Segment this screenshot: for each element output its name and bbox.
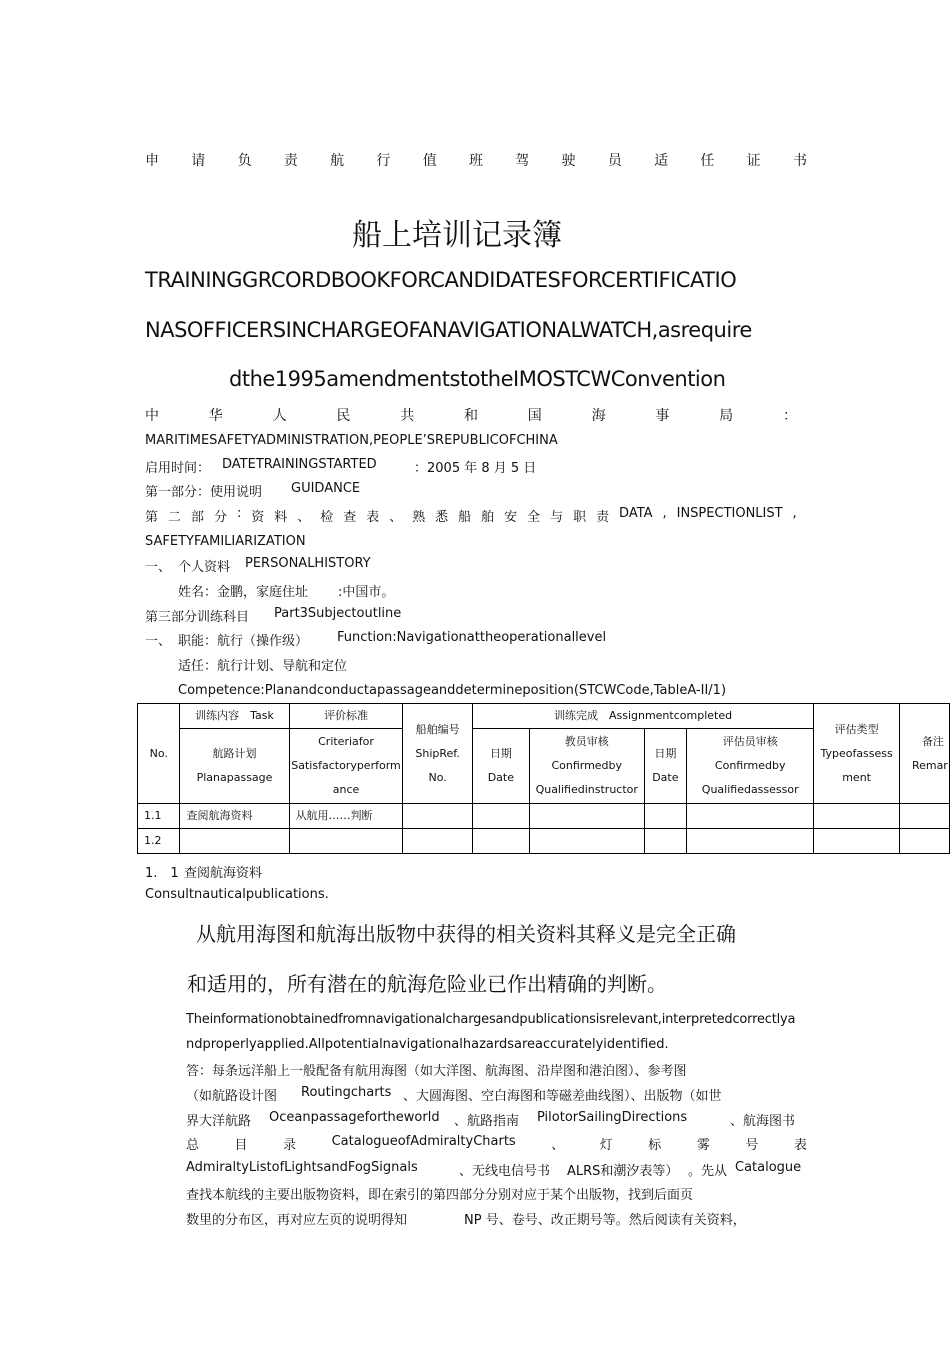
english-title-line-3: dthe1995amendmentstotheIMOSTCWConvention: [229, 367, 726, 391]
part2-label: [145, 506, 797, 525]
header-assessment-type-en2: ment: [842, 770, 871, 784]
heading-char: 航: [330, 153, 345, 169]
row-criteria: 从航用……判断: [289, 804, 403, 829]
part2-token: 责: [596, 510, 610, 525]
answer-line-3b-part1: Oceanpassageforthe: [269, 1110, 404, 1125]
header-remark-en: Remar: [911, 758, 948, 772]
header-date-1-en: Date: [487, 771, 514, 784]
part2-token: 二: [167, 510, 181, 525]
header-criteria-en-3: ance: [332, 783, 360, 796]
header-date-2: [644, 729, 687, 804]
header-date-2-cn: 日期: [654, 747, 677, 760]
answer-line-4-token: 、: [551, 1138, 565, 1153]
row-assessment-type: [814, 804, 900, 829]
header-date-1: [472, 729, 529, 804]
heading-char: 书: [792, 153, 807, 169]
row-remark: [899, 829, 949, 854]
authority-char: 华: [208, 408, 223, 424]
criteria-en-line-1: Theinformationobtainedfromnavigationalchargesandpublicationsisrelevant,interpretedcorrectlya: [186, 1012, 796, 1027]
row-task: [180, 829, 289, 854]
authority-char: 局: [719, 408, 734, 424]
criteria-cn-line-2: 和适用的，所有潜在的航海危险业已作出精确的判断。: [187, 972, 667, 996]
header-task-sub: [180, 729, 289, 804]
header-assessment-type: [814, 704, 900, 804]
answer-line-2a: （如航路设计图: [186, 1089, 278, 1104]
answer-line-5b: 、无线电信号书: [459, 1164, 551, 1179]
item-title: 查阅航海资料: [184, 866, 263, 881]
header-assessor-en: Confirmedby: [714, 759, 786, 772]
authority-char: 民: [336, 408, 351, 424]
row-no: 1.2: [138, 829, 180, 854]
part1-label-en: GUIDANCE: [291, 481, 361, 496]
part2-token: INSPECTIONLIST: [676, 506, 783, 521]
row-instructor: [529, 829, 644, 854]
part2-token: 检: [320, 510, 334, 525]
authority-char: 和: [463, 408, 478, 424]
answer-line-3c: 、航路指南: [454, 1114, 520, 1129]
part2-token: 全: [527, 510, 541, 525]
authority-char: 国: [527, 408, 542, 424]
part2-token: 船: [458, 510, 472, 525]
header-task-sub-cn: 航路计划: [212, 747, 257, 760]
part2-token: 舶: [481, 510, 495, 525]
answer-line-2b: Routingcharts: [301, 1085, 392, 1100]
row-remark: [899, 804, 949, 829]
part2-token: 安: [504, 510, 518, 525]
answer-line-4-token: 号: [745, 1138, 759, 1153]
heading-char: 请: [191, 153, 206, 169]
answer-line-3d: PilotorSailingDirections: [537, 1110, 688, 1125]
header-instructor-en: Confirmedby: [551, 759, 623, 772]
heading-char: 任: [700, 153, 715, 169]
header-task-sub-en: Planapassage: [196, 771, 273, 784]
header-ship-ref: [403, 704, 472, 804]
heading-char: 负: [237, 153, 252, 169]
row-date-2: [644, 804, 687, 829]
part2-token: 分: [213, 510, 227, 525]
header-criteria-en-1: Criteriafor: [318, 735, 374, 748]
training-record-table: [137, 703, 950, 854]
answer-line-6: 查找本航线的主要出版物资料，即在索引的第四部分分别对应于某个出版物，找到后面页: [186, 1188, 694, 1203]
function-label: 职能：航行（操作级）: [178, 634, 309, 649]
header-no: No.: [138, 704, 180, 804]
page-title: 船上培训记录簿: [352, 218, 562, 253]
header-ship-ref-no: No.: [428, 770, 447, 784]
part2-token: 悉: [435, 510, 449, 525]
part2-label-en: SAFETYFAMILIARIZATION: [145, 534, 306, 549]
answer-line-7b: NP 号、卷号、改正期号等。然后阅读有关资料，: [464, 1213, 746, 1228]
heading-char: 员: [607, 153, 622, 169]
authority-english: MARITIMESAFETYADMINISTRATION,PEOPLE’SREPUBLICOFCHINA: [145, 433, 558, 448]
header-assessor-en2: Qualifiedassessor: [701, 783, 799, 796]
row-task: 查阅航海资料: [180, 804, 289, 829]
certificate-heading: [145, 150, 807, 170]
header-date-2-en: Date: [652, 771, 679, 784]
part3-label: 第三部分训练科目: [145, 610, 250, 625]
answer-line-5e: Catalogue: [735, 1160, 802, 1175]
header-ship-ref-en: ShipRef.: [415, 746, 460, 760]
english-title-line-1: TRAININGGRCORDBOOKFORCANDIDATESFORCERTIFICATIO: [145, 268, 737, 292]
authority-char: 人: [272, 408, 287, 424]
authority-char: 共: [400, 408, 415, 424]
answer-line-4-token: 目: [234, 1138, 248, 1153]
competence-cn: 适任：航行计划、导航和定位: [178, 659, 348, 674]
part2-token: 查: [343, 510, 357, 525]
answer-line-4-token: 总: [186, 1138, 200, 1153]
row-instructor: [529, 804, 644, 829]
header-assessment-type-en: Typeofassess: [820, 746, 893, 760]
heading-char: 班: [468, 153, 483, 169]
part2-token: 、: [389, 510, 403, 525]
answer-line-3b: [269, 1110, 440, 1125]
part1-label: 第一部分：使用说明: [145, 485, 263, 500]
part2-token: 熟: [412, 510, 426, 525]
heading-char: 申: [145, 153, 159, 169]
part2-token: 与: [550, 510, 564, 525]
row-assessment-type: [814, 829, 900, 854]
authority-char: ：: [782, 408, 797, 424]
header-assessor-cn: 评估员审核: [722, 735, 778, 748]
header-assessor: [687, 729, 814, 804]
heading-char: 证: [746, 153, 761, 169]
part2-token: :: [236, 506, 242, 521]
header-criteria-en-2: Satisfactoryperform: [291, 759, 401, 772]
table-row: [138, 804, 950, 829]
authority-name: [145, 405, 797, 425]
row-assessor: [687, 829, 814, 854]
answer-line-3a: 界大洋航路: [186, 1114, 252, 1129]
heading-char: 行: [376, 153, 391, 169]
answer-line-7a: 数里的分布区，再对应左页的说明得知: [186, 1213, 408, 1228]
answer-line-4-token: 录: [283, 1138, 297, 1153]
authority-char: 海: [591, 408, 606, 424]
item-number: 1. 1: [145, 866, 179, 881]
competence-en: Competence:Planandconductapassageanddetermineposition(STCWCode,TableA-II/1): [178, 683, 727, 698]
part2-token: 、: [297, 510, 311, 525]
header-remark: [899, 704, 949, 804]
header-remark-cn: 备注: [921, 734, 944, 748]
part2-token: 表: [366, 510, 380, 525]
answer-line-5a: AdmiraltyListofLightsandFogSignals: [186, 1160, 418, 1175]
part2-token: 部: [190, 510, 204, 525]
answer-line-5c: ALRS和潮汐表等）: [567, 1164, 679, 1179]
start-date-label-en: DATETRAININGSTARTED: [222, 457, 377, 472]
item-title-en: Consultnauticalpublications.: [145, 887, 329, 902]
header-date-1-cn: 日期: [489, 747, 512, 760]
answer-line-4-token: 表: [793, 1138, 807, 1153]
section1-title: 个人资料: [178, 560, 231, 575]
row-date-2: [644, 829, 687, 854]
heading-char: 适: [654, 153, 669, 169]
table-row: [138, 829, 950, 854]
heading-char: 驶: [561, 153, 576, 169]
section1-title-en: PERSONALHISTORY: [245, 556, 371, 571]
answer-line-4-token: 标: [648, 1138, 662, 1153]
part2-token: 料: [274, 510, 288, 525]
part2-token: 第: [145, 510, 159, 525]
part2-token: 职: [573, 510, 587, 525]
header-instructor: [529, 729, 644, 804]
part2-token: DATA: [619, 506, 653, 521]
answer-line-4-token: 灯: [599, 1138, 613, 1153]
header-assessment-type-cn: 评估类型: [834, 722, 879, 736]
heading-char: 驾: [515, 153, 530, 169]
name-line: 姓名：金鹏，家庭住址: [178, 585, 309, 600]
part2-token: 资: [251, 510, 265, 525]
row-ship-ref: [403, 804, 472, 829]
header-ship-ref-cn: 船舶编号: [415, 722, 460, 736]
header-instructor-en2: Qualifiedinstructor: [535, 783, 638, 796]
start-date-label: 启用时间：: [145, 461, 211, 476]
answer-line-4-token: 雾: [696, 1138, 710, 1153]
part2-token: ,: [662, 506, 667, 521]
address-value: :中国市。: [338, 585, 395, 600]
answer-line-5d: 。先从: [688, 1164, 728, 1179]
row-date-1: [472, 804, 529, 829]
english-title-line-2: NASOFFICERSINCHARGEOFANAVIGATIONALWATCH,asrequire: [145, 318, 752, 342]
answer-line-3e: 、航海图书: [730, 1114, 796, 1129]
row-criteria: [289, 829, 403, 854]
row-ship-ref: [403, 829, 472, 854]
header-criteria-en: [289, 729, 403, 804]
section1-number: 一、: [145, 560, 172, 575]
row-no: 1.1: [138, 804, 180, 829]
answer-line-2c: 、大圆海图、空白海图和等磁差曲线图）、出版物（如世: [403, 1089, 722, 1104]
header-assignment-completed: 训练完成 Assignmentcompleted: [472, 704, 814, 729]
answer-line-4: [186, 1134, 807, 1153]
row-date-1: [472, 829, 529, 854]
answer-line-3b-part2: world: [403, 1110, 440, 1125]
header-instructor-cn: 教员审核: [564, 735, 609, 748]
answer-line-4-token: CatalogueofAdmiraltyCharts: [331, 1134, 516, 1149]
heading-char: 值: [422, 153, 437, 169]
part2-token: ,: [792, 506, 797, 521]
header-task: 训练内容 Task: [180, 704, 289, 729]
authority-char: 事: [655, 408, 670, 424]
function-label-en: Function:Navigationattheoperationallevel: [337, 630, 607, 645]
start-date-value: ：2005 年 8 月 5 日: [414, 461, 537, 476]
function-number: 一、: [145, 634, 172, 649]
answer-line-1: 答：每条远洋船上一般配备有航用海图（如大洋图、航海图、沿岸图和港泊图）、参考图: [186, 1064, 687, 1079]
criteria-en-line-2: ndproperlyapplied.Allpotentialnavigationalhazardsareaccuratelyidentified.: [186, 1037, 669, 1052]
authority-char: 中: [145, 408, 159, 424]
criteria-cn-line-1: 从航用海图和航海出版物中获得的相关资料其释义是完全正确: [196, 922, 736, 946]
heading-char: 责: [283, 153, 298, 169]
part3-label-en: Part3Subjectoutline: [274, 606, 402, 621]
row-assessor: [687, 804, 814, 829]
header-criteria: 评价标准: [289, 704, 403, 729]
